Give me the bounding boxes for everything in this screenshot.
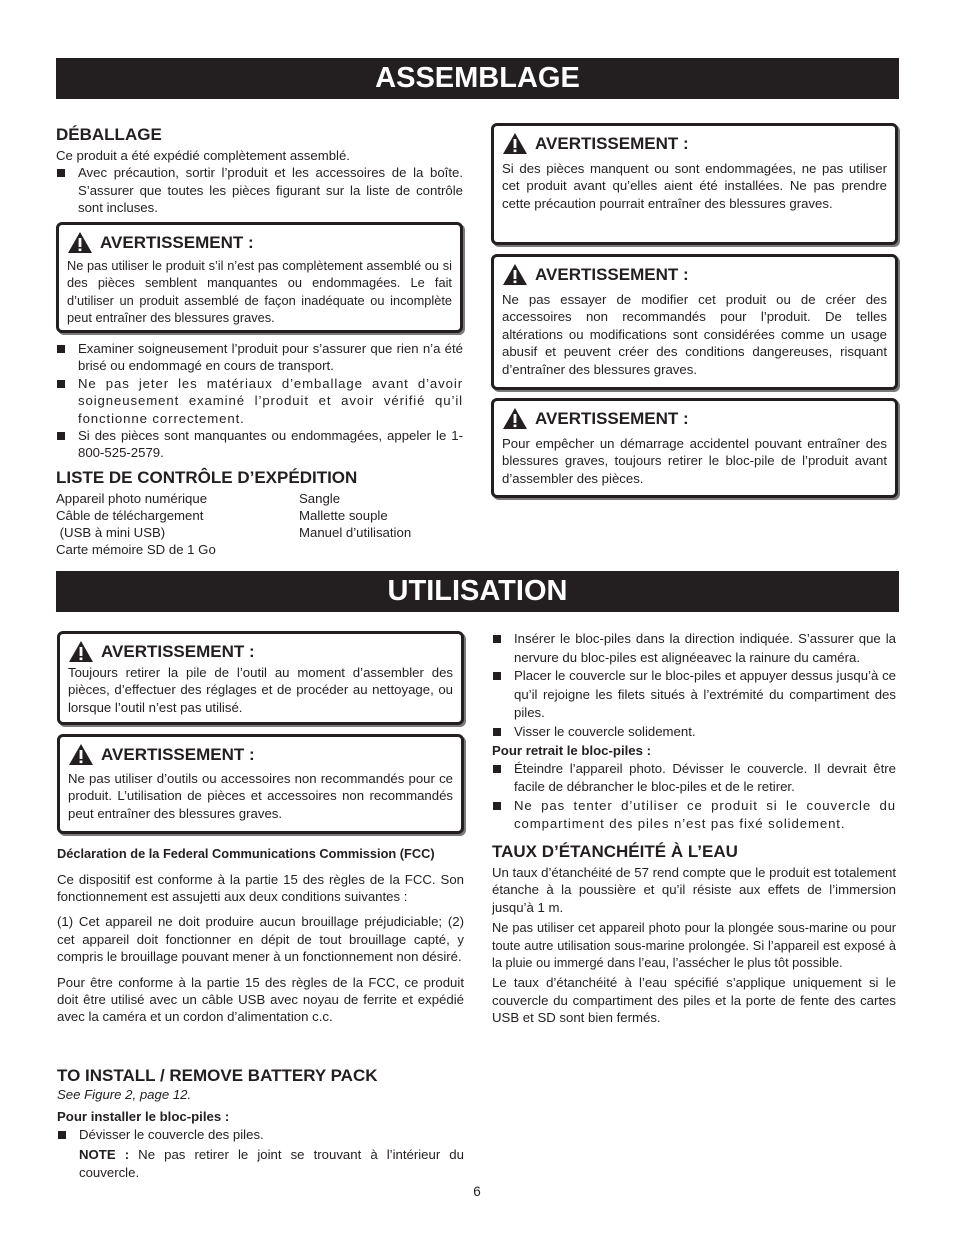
remove-title: Pour retrait le bloc-piles :	[492, 742, 652, 758]
fcc-section	[57, 846, 464, 1026]
water-paragraph-1: Un taux d’étanchéité de 57 rend compte que le produit est totalement étanche à la poussière et qu’il résiste aux effets de l’immersion jusqu’à 1 m.	[492, 864, 896, 915]
note-text: Ne pas retirer le joint se trouvant à l’intérieur du couvercle.	[79, 1147, 464, 1180]
checklist-item: Carte mémoire SD de 1 Go	[56, 542, 216, 557]
list-item: Si des pièces sont manquantes ou endommagées, appeler le 1-800-525-2579.	[56, 427, 463, 462]
checklist-item: Câble de téléchargement	[56, 508, 204, 523]
warning-triangle-icon	[68, 640, 94, 663]
checklist-item: Sangle	[299, 491, 341, 506]
checklist-item: Manuel d’utilisation	[299, 525, 412, 540]
warning-box-missing-parts	[491, 123, 898, 245]
warning-title: AVERTISSEMENT :	[535, 264, 689, 284]
warning-header	[502, 132, 887, 155]
list-item: Ne pas jeter les matériaux d’emballage avant d’avoir soigneusement examiné l’produit et avoir vérifié qu’il fonctionne correctement.	[56, 375, 463, 427]
warning-triangle-icon	[67, 231, 93, 254]
note-label: NOTE :	[79, 1147, 130, 1163]
list-item: Dévisser le couvercle des piles.	[57, 1126, 464, 1143]
checklist-columns	[56, 490, 463, 560]
warning-text: Toujours retirer la pile de l’outil au moment d’assembler des pièces, d’effectuer des réglages et de procéder au nettoyage, ou lorsque l’outil n’est pas utilisé.	[68, 665, 453, 715]
fcc-paragraph-2: (1) Cet appareil ne doit produire aucun brouillage préjudiciable; (2) cet appareil doit fonctionner en dépit de tout brouillage capté, y compris le brouillage pouvant mener à un fonctionnement non désiré.	[57, 914, 464, 965]
install-note	[57, 1146, 464, 1181]
warning-title: AVERTISSEMENT :	[101, 744, 255, 764]
list-item: Insérer le bloc-piles dans la direction indiquée. S’assurer que la nervure du bloc-piles est alignéeavec la rainure du caméra.	[492, 630, 896, 667]
inspection-bullets	[56, 340, 463, 462]
warning-header	[67, 231, 452, 254]
warning-header	[68, 640, 453, 663]
warning-header	[502, 407, 887, 430]
warning-box-accessories	[57, 734, 464, 834]
warning-title: AVERTISSEMENT :	[535, 133, 689, 153]
checklist-section	[56, 468, 463, 560]
warning-text: Ne pas essayer de modifier cet produit ou de créer des accessoires non recommandés pour l’produit. De telles altérations ou modifications sont considérées comme un usage abusif et peuvent créer des conditions dangereuses, risquant d’entraîner des blessures graves.	[502, 292, 887, 377]
warning-box-remove-battery	[57, 631, 464, 725]
battery-title: TO INSTALL / REMOVE BATTERY PACK	[57, 1066, 378, 1085]
assemblage-banner: ASSEMBLAGE	[56, 58, 899, 99]
checklist-col-2	[299, 490, 459, 541]
warning-box-modifications	[491, 254, 898, 390]
fcc-paragraph-1: Ce dispositif est conforme à la partie 15 des règles de la FCC. Son fonctionnement est assujetti aux deux conditions suivantes :	[57, 871, 464, 904]
deballage-section	[56, 125, 463, 217]
checklist-item: Mallette souple	[299, 508, 388, 523]
fcc-paragraph-3: Pour être conforme à la partie 15 des règles de la FCC, ce produit doit être utilisé avec un câble USB avec noyau de ferrite et expédié avec la caméra et un cordon d’alimentation c.c.	[57, 974, 464, 1025]
deballage-intro: Ce produit a été expédié complètement assemblé.	[56, 148, 350, 163]
list-item: Visser le couvercle solidement.	[492, 723, 896, 742]
battery-section	[57, 1066, 464, 1181]
list-item: Placer le couvercle sur le bloc-piles et appuyer dessus jusqu’à ce qu’il rejoigne les filets situés à l’extrémité du compartiment des piles.	[492, 667, 896, 723]
checklist-item: Appareil photo numérique	[56, 491, 208, 506]
warning-text: Si des pièces manquent ou sont endommagées, ne pas utiliser cet produit avant qu’elles aient été installées. Ne pas prendre cette précaution pourrait entraîner des blessures graves.	[502, 161, 887, 211]
warning-box-accidental-start	[491, 398, 898, 498]
warning-title: AVERTISSEMENT :	[535, 408, 689, 428]
battery-see-figure: See Figure 2, page 12.	[57, 1087, 192, 1102]
warning-header	[68, 743, 453, 766]
deballage-title: DÉBALLAGE	[56, 125, 162, 144]
warning-text: Ne pas utiliser d’outils ou accessoires non recommandés pour ce produit. L’utilisation de pièces et accessoires non recommandés peut entraîner des blessures graves.	[68, 771, 453, 821]
install-title: Pour installer le bloc-piles :	[57, 1109, 230, 1125]
battery-steps-column	[492, 630, 896, 1027]
warning-triangle-icon	[68, 743, 94, 766]
warning-header	[502, 263, 887, 286]
warning-triangle-icon	[502, 407, 528, 430]
water-title: TAUX D’ÉTANCHÉITÉ À L’EAU	[492, 841, 738, 861]
deballage-bullet: Avec précaution, sortir l’produit et les accessoires de la boîte. S’assurer que toutes les pièces figurant sur la liste de contrôle sont incluses.	[56, 164, 463, 216]
checklist-title: LISTE DE CONTRÔLE D’EXPÉDITION	[56, 468, 358, 487]
warning-title: AVERTISSEMENT :	[100, 232, 254, 252]
page-number: 6	[473, 1184, 481, 1199]
warning-triangle-icon	[502, 132, 528, 155]
checklist-item: (USB à mini USB)	[56, 525, 166, 540]
list-item: Ne pas tenter d’utiliser ce produit si le couvercle du compartiment des piles n’est pas fixé solidement.	[492, 797, 896, 834]
list-item: Examiner soigneusement l’produit pour s’assurer que rien n’a été brisé ou endommagé en cours de transport.	[56, 340, 463, 375]
checklist-col-1	[56, 490, 296, 558]
list-item: Éteindre l’appareil photo. Dévisser le couvercle. Il devrait être facile de débrancher le bloc-piles et de le retirer.	[492, 760, 896, 797]
warning-text: Ne pas utiliser le produit s’il n’est pas complètement assemblé ou si des pièces semblent manquantes ou endommagées. Le fait d’utiliser un produit assemblé de façon inadéquate ou incomplète peut entraîner des blessures graves.	[67, 258, 452, 326]
utilisation-banner: UTILISATION	[56, 571, 899, 612]
warning-triangle-icon	[502, 263, 528, 286]
fcc-title: Déclaration de la Federal Communications Commission (FCC)	[57, 846, 435, 861]
water-paragraph-2: Ne pas utiliser cet appareil photo pour la plongée sous-marine ou pour toute autre utilisation sous-marine prolongée. Si l’appareil est exposé à la pluie ou immergé dans l’eau, l’assécher le plus tôt possible.	[492, 920, 896, 970]
water-paragraph-3: Le taux d’étanchéité à l’eau spécifié s’applique uniquement si le couvercle du compartiment des piles et la porte de fente des cartes USB et SD sont bien fermés.	[492, 975, 896, 1026]
warning-text: Pour empêcher un démarrage accidentel pouvant entraîner des blessures graves, toujours retirer le bloc-pile de l’produit avant d’assembler des pièces.	[502, 436, 887, 486]
warning-title: AVERTISSEMENT :	[101, 641, 255, 661]
warning-box-unassembled	[56, 222, 463, 333]
